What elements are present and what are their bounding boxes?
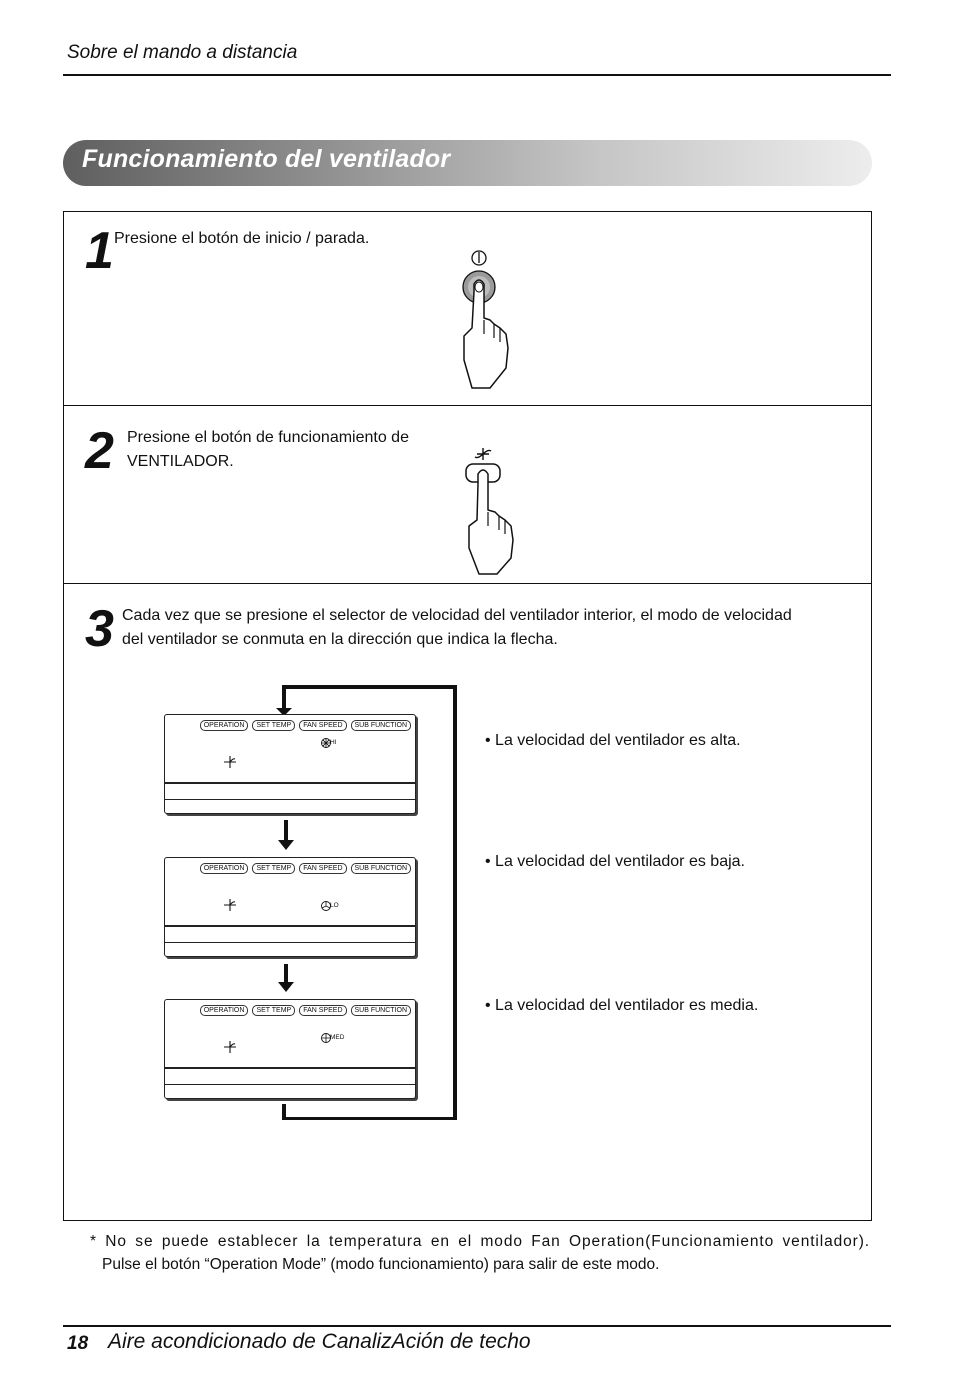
tab-sub-function: SUB FUNCTION bbox=[351, 1005, 412, 1016]
header-rule bbox=[63, 74, 891, 76]
step-3-text-line2: del ventilador se conmuta en la dirección que indica la flecha. bbox=[122, 631, 558, 648]
tab-sub-function: SUB FUNCTION bbox=[351, 720, 412, 731]
speed-description-med: • La velocidad del ventilador es media. bbox=[485, 997, 759, 1014]
tab-set-temp: SET TEMP bbox=[252, 863, 295, 874]
note-line1: * No se puede establecer la temperatura en el modo Fan Operation(Funcionamiento ventilador). bbox=[90, 1233, 870, 1250]
step-2-number: 2 bbox=[85, 422, 114, 480]
speed-description-hi: • La velocidad del ventilador es alta. bbox=[485, 732, 741, 749]
step-3-number: 3 bbox=[85, 600, 114, 658]
tab-set-temp: SET TEMP bbox=[252, 1005, 295, 1016]
speed-description-lo: • La velocidad del ventilador es baja. bbox=[485, 853, 745, 870]
fan-speed-label: HI bbox=[330, 739, 337, 746]
display-tabs bbox=[200, 863, 411, 874]
step-divider bbox=[63, 405, 872, 406]
header-title: Sobre el mando a distancia bbox=[67, 42, 298, 63]
footer-title: Aire acondicionado de CanalizAción de techo bbox=[108, 1330, 531, 1353]
note-line2: Pulse el botón “Operation Mode” (modo funcionamiento) para salir de este modo. bbox=[102, 1256, 660, 1273]
display-tabs bbox=[200, 720, 411, 731]
step-1-text: Presione el botón de inicio / parada. bbox=[114, 230, 370, 247]
tab-operation: OPERATION bbox=[200, 863, 249, 874]
fan-mode-icon bbox=[223, 755, 237, 769]
tab-sub-function: SUB FUNCTION bbox=[351, 863, 412, 874]
power-button-press-icon bbox=[450, 240, 530, 390]
step-2-text-line1: Presione el botón de funcionamiento de bbox=[127, 429, 409, 446]
fan-mode-icon bbox=[223, 898, 237, 912]
remote-display-med bbox=[164, 999, 416, 1099]
tab-fan-speed: FAN SPEED bbox=[299, 863, 346, 874]
tab-set-temp: SET TEMP bbox=[252, 720, 295, 731]
fan-mode-icon bbox=[223, 1040, 237, 1054]
step-3-text-line1: Cada vez que se presione el selector de velocidad del ventilador interior, el modo de velocidad bbox=[122, 607, 792, 624]
footer-rule bbox=[63, 1325, 891, 1327]
display-tabs bbox=[200, 1005, 411, 1016]
page-number: 18 bbox=[67, 1333, 89, 1354]
fan-button-press-icon bbox=[455, 440, 535, 580]
fan-speed-label: LO bbox=[330, 902, 339, 909]
fan-speed-label: MED bbox=[330, 1034, 345, 1041]
remote-display-lo bbox=[164, 857, 416, 957]
step-1-number: 1 bbox=[85, 222, 114, 280]
tab-operation: OPERATION bbox=[200, 720, 249, 731]
tab-operation: OPERATION bbox=[200, 1005, 249, 1016]
section-title: Funcionamiento del ventilador bbox=[82, 145, 451, 173]
remote-display-hi bbox=[164, 714, 416, 814]
tab-fan-speed: FAN SPEED bbox=[299, 720, 346, 731]
step-divider bbox=[63, 583, 872, 584]
step-2-text-line2: VENTILADOR. bbox=[127, 453, 234, 470]
tab-fan-speed: FAN SPEED bbox=[299, 1005, 346, 1016]
